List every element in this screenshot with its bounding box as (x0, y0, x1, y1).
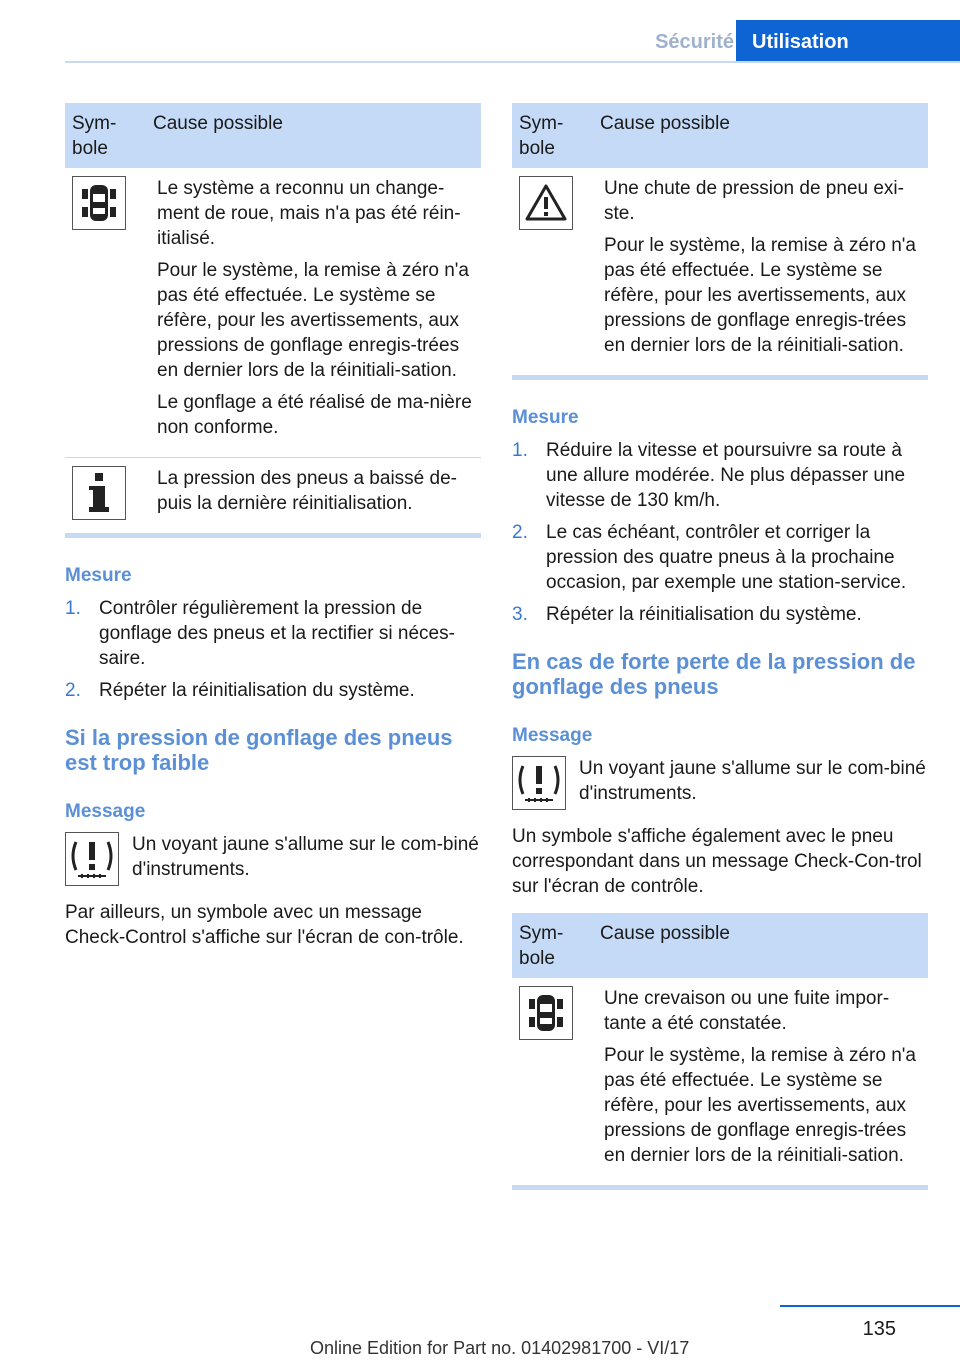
table-row (65, 457, 481, 533)
table-header (512, 103, 928, 168)
cause-text: Pour le système, la remise à zéro n'a pas été effectuée. Le système se réfère, pour les avertissements, aux pressions de gonflage enregis-trées en dernier lors de la réinitiali-sation. (157, 260, 469, 381)
message-block (65, 832, 481, 886)
message-text: Un voyant jaune s'allume sur le com-biné d'instruments. (579, 758, 926, 804)
cause-text: Le système a reconnu un change-ment de roue, mais n'a pas été réin-itialisé. (157, 178, 461, 249)
cause-table (512, 103, 928, 380)
message-title: Message (65, 801, 146, 822)
tab-securite[interactable]: Sécurité (655, 31, 734, 53)
measure-title: Mesure (512, 407, 579, 428)
info-icon (72, 466, 126, 520)
body-text: Un symbole s'affiche également avec le pneu correspondant dans un message Check-Con-trol sur l'écran de contrôle. (512, 826, 922, 897)
cause-text: La pression des pneus a baissé de-puis la dernière réinitialisation. (157, 468, 457, 514)
measure-steps (65, 596, 481, 703)
measure-title: Mesure (65, 565, 132, 586)
warning-triangle-icon (519, 176, 573, 230)
col-cause-header: Cause possible (600, 113, 730, 134)
cause-text: Le gonflage a été réalisé de ma-nière non conforme. (157, 392, 472, 438)
col-cause-header: Cause possible (600, 923, 730, 944)
left-column (65, 103, 481, 950)
measure-steps (512, 438, 928, 627)
tire-warning-icon (512, 756, 566, 810)
col-cause-header: Cause possible (153, 113, 283, 134)
tab-utilisation[interactable]: Utilisation (736, 20, 960, 62)
message-block (512, 756, 928, 810)
message-title: Message (512, 725, 593, 746)
edition-footer: Online Edition for Part no. 01402981700 - VI/17 (310, 1338, 690, 1358)
cause-text: Une crevaison ou une fuite impor-tante a été constatée. (604, 988, 890, 1034)
table-end-rule (512, 1185, 928, 1190)
table-header (65, 103, 481, 168)
footer-rule (780, 1305, 960, 1307)
list-item: 2. Le cas échéant, contrôler et corriger la pression des quatre pneus à la prochaine occasion, par exemple une station-service. (512, 522, 907, 593)
col-symbol-header: Sym- bole (519, 923, 564, 969)
table-row (65, 168, 481, 457)
cause-text: Pour le système, la remise à zéro n'a pas été effectuée. Le système se réfère, pour les avertissements, aux pressions de gonflage enregis-trées en dernier lors de la réinitiali-sation. (604, 235, 916, 356)
page-number: 135 (862, 1318, 896, 1340)
cause-text: Une chute de pression de pneu exi-ste. (604, 178, 904, 224)
col-symbol-header: Sym- bole (519, 113, 564, 159)
tire-car-icon (72, 176, 126, 230)
header-rule (65, 61, 960, 63)
table-row (512, 168, 928, 375)
table-header (512, 913, 928, 978)
cause-text: Pour le système, la remise à zéro n'a pas été effectuée. Le système se réfère, pour les avertissements, aux pressions de gonflage enregis-trées en dernier lors de la réinitiali-sation. (604, 1045, 916, 1166)
cause-table (512, 913, 928, 1190)
section-title: En cas de forte perte de la pression de gonflage des pneus (512, 649, 916, 699)
col-symbol-header: Sym- bole (72, 113, 117, 159)
list-item: 2. Répéter la réinitialisation du système. (65, 680, 415, 701)
tire-car-icon (519, 986, 573, 1040)
message-text: Un voyant jaune s'allume sur le com-biné d'instruments. (132, 834, 479, 880)
body-text: Par ailleurs, un symbole avec un message Check-Control s'affiche sur l'écran de con-trôle. (65, 902, 464, 948)
right-column (512, 103, 928, 1190)
cause-table (65, 103, 481, 538)
table-row (512, 978, 928, 1185)
list-item: 3. Répéter la réinitialisation du système. (512, 604, 862, 625)
tire-warning-icon (65, 832, 119, 886)
list-item: 1. Réduire la vitesse et poursuivre sa route à une allure modérée. Ne plus dépasser une vitesse de 130 km/h. (512, 440, 906, 511)
list-item: 1. Contrôler régulièrement la pression de gonflage des pneus et la rectifier si néces-saire. (65, 598, 455, 669)
section-title: Si la pression de gonflage des pneus est trop faible (65, 725, 453, 775)
